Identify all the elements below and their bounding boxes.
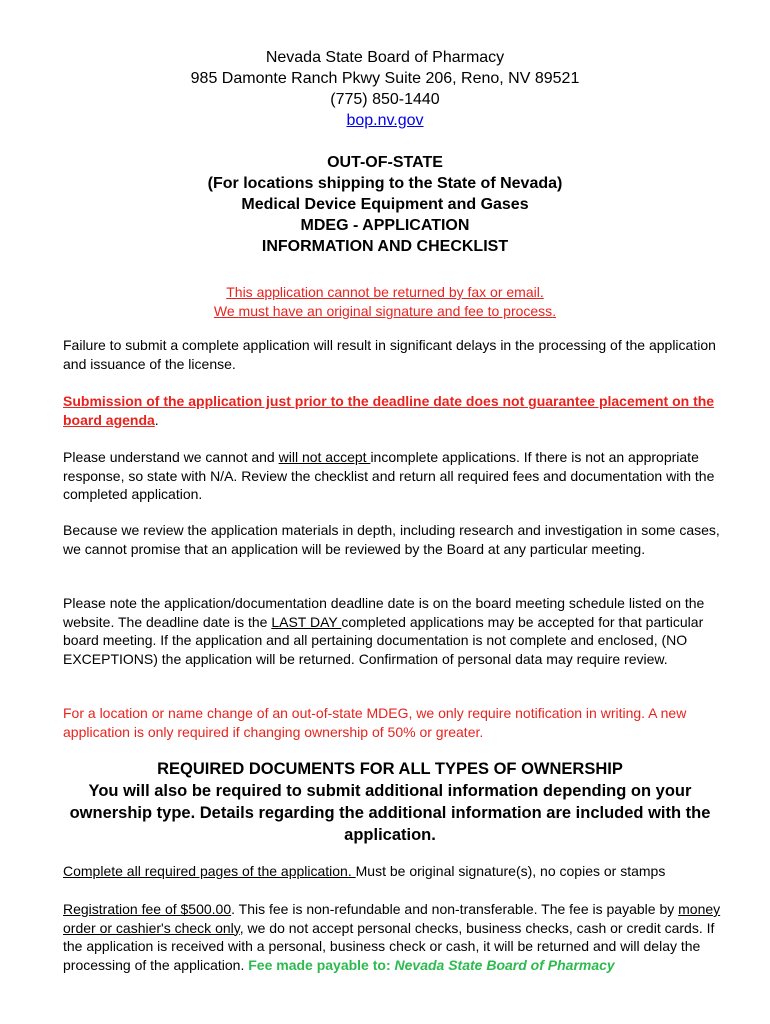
title-line-2: (For locations shipping to the State of Nevada) — [207, 175, 563, 192]
complete-pages-item — [63, 862, 723, 881]
deadline-underlined: LAST DAY — [271, 613, 342, 630]
understand-post: incomplete applications. If there is not an appropriate response, so state with N/A. Review the checklist and return all required fees and documentation with the completed application. — [63, 449, 715, 502]
org-name: Nevada State Board of Pharmacy — [265, 49, 505, 66]
website-link[interactable]: bop.nv.gov — [346, 112, 424, 129]
fee-payment-method: money order or cashier's check only — [63, 901, 721, 936]
notice-line-2: We must have an original signature and fee to process — [213, 303, 553, 319]
return-notice — [0, 283, 770, 321]
deadline-post: completed applications may be accepted for that particular board meeting. If the application and all pertaining documentation is not complete and enclosed, (NO EXCEPTIONS) the application will be returned. Confirmation of personal data may require review. — [63, 613, 704, 667]
complete-pages-underlined: Complete all required pages of the application. — [63, 863, 356, 879]
title-line-4: MDEG - APPLICATION — [300, 217, 470, 234]
required-heading-line-1: REQUIRED DOCUMENTS FOR ALL TYPES OF OWNERSHIP — [157, 760, 623, 778]
fee-mid: . This fee is non-refundable and non-transferable. The fee is payable by — [231, 901, 679, 917]
fee-payable-label: Fee made payable to: — [248, 956, 395, 973]
registration-fee-item — [63, 900, 723, 974]
understand-paragraph — [63, 448, 723, 504]
complete-pages-post: Must be original signature(s), no copies or stamps — [355, 863, 666, 879]
org-phone: (775) 850-1440 — [330, 91, 440, 108]
notice-line-1: This application cannot be returned by fax or email. — [226, 284, 544, 300]
title-line-1: OUT-OF-STATE — [327, 154, 443, 171]
org-address: 985 Damonte Ranch Pkwy Suite 206, Reno, NV 89521 — [190, 70, 580, 87]
document-title — [0, 152, 770, 257]
submission-warning-end: . — [154, 411, 159, 428]
failure-paragraph: Failure to submit a complete application will result in significant delays in the processing of the application and issuance of the license. — [63, 337, 716, 372]
notice-line-2-end: . — [552, 303, 557, 319]
deadline-paragraph — [63, 594, 723, 668]
required-heading-line-2: You will also be required to submit additional information depending on your ownership type. Details regarding the additional information are included with the application. — [69, 782, 711, 844]
review-paragraph: Because we review the application materials in depth, including research and investigation in some cases, we cannot promise that an application will be reviewed by the Board at any particular meeting. — [63, 522, 720, 557]
letterhead — [0, 47, 770, 131]
submission-warning — [63, 392, 723, 429]
title-line-3: Medical Device Equipment and Gases — [241, 196, 529, 213]
understand-underlined: will not accept — [278, 449, 371, 465]
fee-post: , we do not accept personal checks, business checks, cash or credit cards. If the application is received with a personal, business check or cash, it will be returned and will delay the processing of the application. — [63, 919, 715, 973]
fee-underlined: Registration fee of $500.00 — [63, 901, 232, 917]
required-documents-heading — [50, 758, 730, 846]
fee-payable-to: Nevada State Board of Pharmacy — [394, 956, 615, 973]
title-line-5: INFORMATION AND CHECKLIST — [261, 238, 509, 255]
understand-pre: Please understand we cannot and — [63, 449, 279, 465]
submission-warning-text: Submission of the application just prior to the deadline date does not guarantee placement on the board agenda — [63, 393, 715, 428]
location-change-paragraph: For a location or name change of an out-of-state MDEG, we only require notification in writing. A new application is only required if changing ownership of 50% or greater. — [63, 705, 687, 740]
deadline-pre: Please note the application/documentation deadline date is on the board meeting schedule listed on the website. The deadline date is the — [63, 595, 705, 630]
